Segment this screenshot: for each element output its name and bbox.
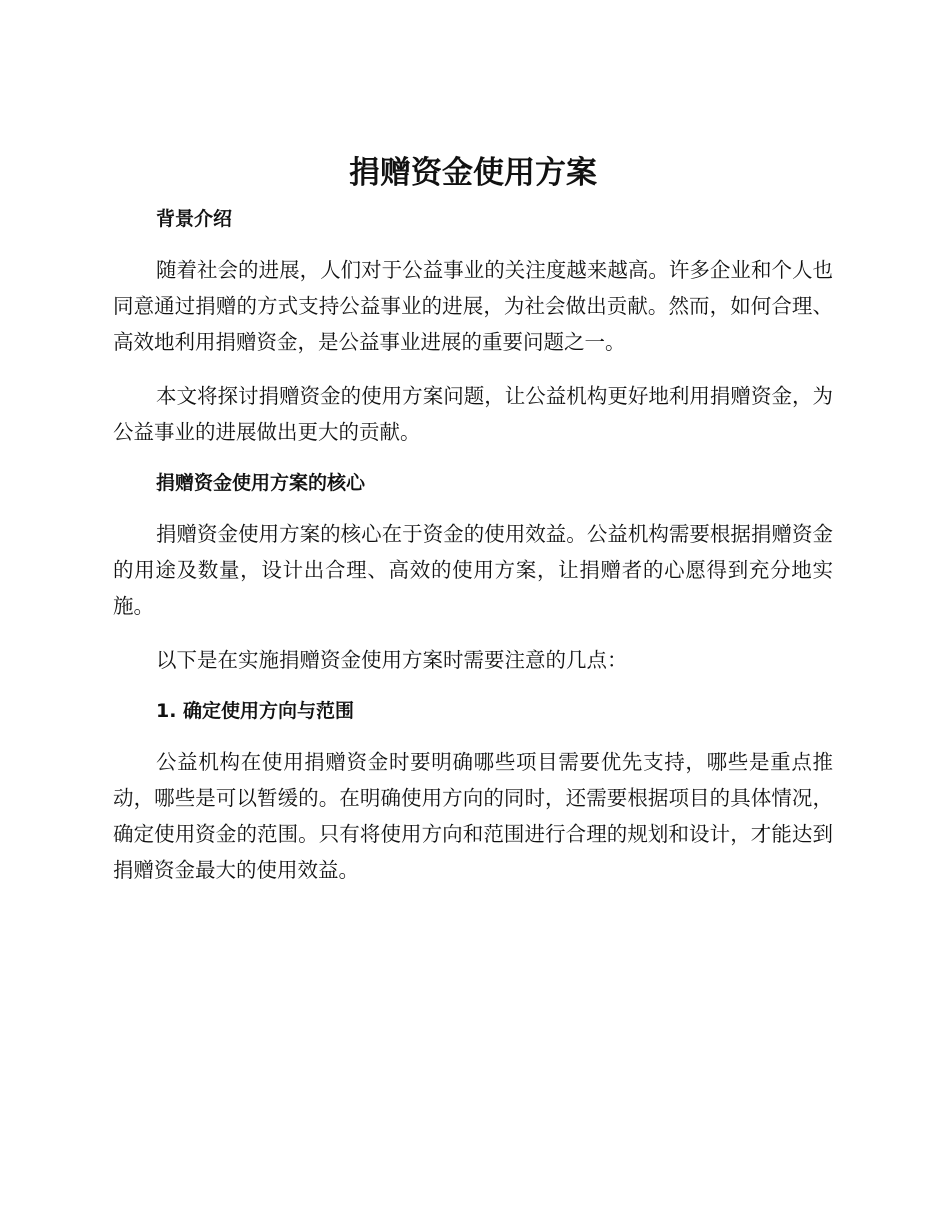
paragraph-background-1: 随着社会的进展，人们对于公益事业的关注度越来越高。许多企业和个人也同意通过捐赠的方式支持公益事业的进展，为社会做出贡献。然而，如何合理、高效地利用捐赠资金，是公益事业进展的重要问题之一。 (113, 258, 833, 354)
document-title: 捐赠资金使用方案 (349, 155, 597, 191)
section-heading-point-1: 1. 确定使用方向与范围 (156, 700, 355, 722)
section-heading-background: 背景介绍 (156, 208, 233, 230)
paragraph-point-1: 公益机构在使用捐赠资金时要明确哪些项目需要优先支持，哪些是重点推动，哪些是可以暂缓的。在明确使用方向的同时，还需要根据项目的具体情况，确定使用资金的范围。只有将使用方向和范围进行合理的规划和设计，才能达到捐赠资金最大的使用效益。 (113, 750, 833, 882)
document-page (113, 150, 833, 906)
paragraph-background-2: 本文将探讨捐赠资金的使用方案问题，让公益机构更好地利用捐赠资金，为公益事业的进展做出更大的贡献。 (113, 384, 833, 444)
paragraph-core-1: 捐赠资金使用方案的核心在于资金的使用效益。公益机构需要根据捐赠资金的用途及数量，设计出合理、高效的使用方案，让捐赠者的心愿得到充分地实施。 (113, 522, 833, 618)
section-heading-core: 捐赠资金使用方案的核心 (156, 472, 366, 494)
paragraph-core-2: 以下是在实施捐赠资金使用方案时需要注意的几点： (156, 648, 628, 672)
